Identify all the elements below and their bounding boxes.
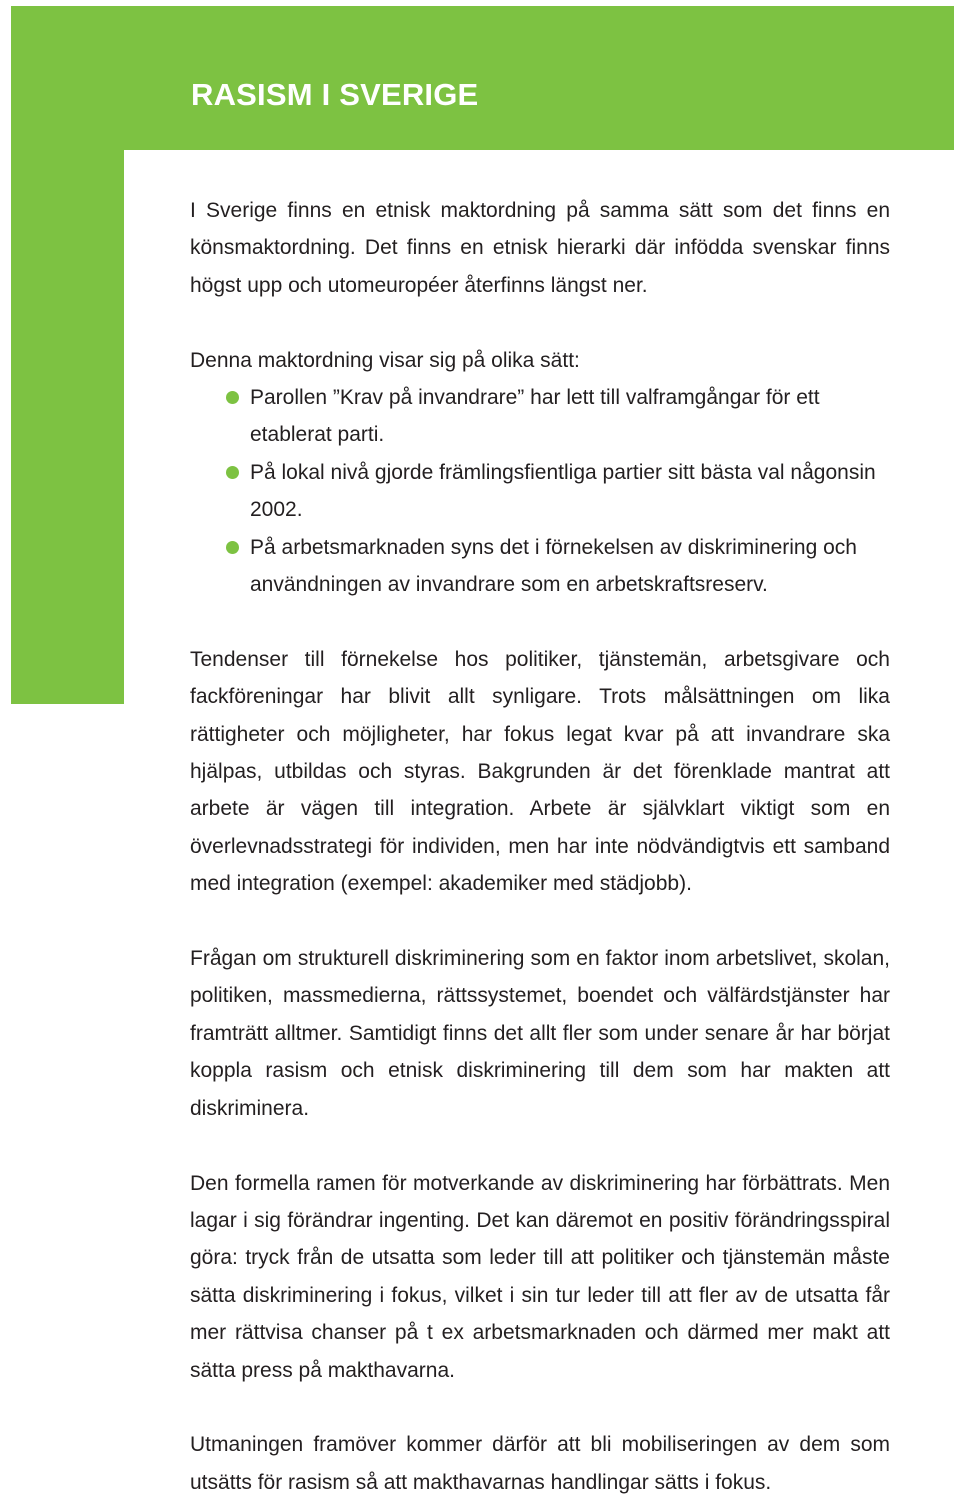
list-item-text: Parollen ”Krav på invandrare” har lett till valframgångar för ett etablerat parti. (250, 386, 820, 447)
bullet-list (190, 379, 890, 603)
list-item-text: På arbetsmarknaden syns det i förnekelsen av diskriminering och användningen av invandrare som en arbetskraftsreserv. (250, 535, 857, 597)
list-item-text: På lokal nivå gjorde främlingsfientliga partier sitt bästa val någonsin 2002. (250, 460, 876, 522)
list-item (190, 379, 890, 454)
paragraph-intro: I Sverige finns en etnisk maktordning på samma sätt som det finns en könsmaktordning. Det finns en etnisk hierarki där infödda svenskar finns högst upp och utomeuropéer återfinns längst ner. (190, 199, 890, 297)
paragraph-denial: Tendenser till förnekelse hos politiker, tjänstemän, arbetsgivare och fackföreningar har blivit allt synligare. Trots målsättningen om lika rättigheter och möjligheter, har fokus legat kvar på att invandrare ska hjälpas, utbildas och styras. Bakgrunden är det förenklade mantrat att arbete är vägen till integration. Arbete är självklart viktigt som en överlevnadsstrategi för individen, men har inte nödvändigtvis ett samband med integration (exempel: akademiker med städjobb). (190, 647, 890, 896)
paragraph-list-intro: Denna maktordning visar sig på olika sätt: (190, 348, 580, 372)
bullet-icon (226, 391, 239, 404)
header-green-band (11, 6, 954, 150)
article-body (190, 192, 890, 1501)
list-item (190, 454, 890, 529)
list-item (190, 529, 890, 604)
left-green-bar (11, 6, 124, 704)
paragraph-structural: Frågan om strukturell diskriminering som en faktor inom arbetslivet, skolan, politiken, massmedierna, rättssystemet, boendet och välfärdstjänster har framträtt alltmer. Samtidigt finns det allt fler som under senare år har börjat koppla rasism och etnisk diskriminering till dem som har makten att diskriminera. (190, 947, 890, 1120)
bullet-icon (226, 541, 239, 554)
page-title: RASISM I SVERIGE (191, 77, 479, 112)
paragraph-framework: Den formella ramen för motverkande av diskriminering har förbättrats. Men lagar i sig förändrar ingenting. Det kan däremot en positiv förändringsspiral göra: tryck från de utsatta som leder till att politiker och tjänstemän måste sätta diskriminering i fokus, vilket i sin tur leder till att fler av de utsatta får mer rättvisa chanser på t ex arbetsmarknaden och därmed mer makt att sätta press på makthavarna. (190, 1171, 890, 1382)
bullet-icon (226, 466, 239, 479)
paragraph-challenge: Utmaningen framöver kommer därför att bli mobiliseringen av dem som utsätts för rasism så att makthavarnas handlingar sätts i fokus. (190, 1433, 890, 1494)
